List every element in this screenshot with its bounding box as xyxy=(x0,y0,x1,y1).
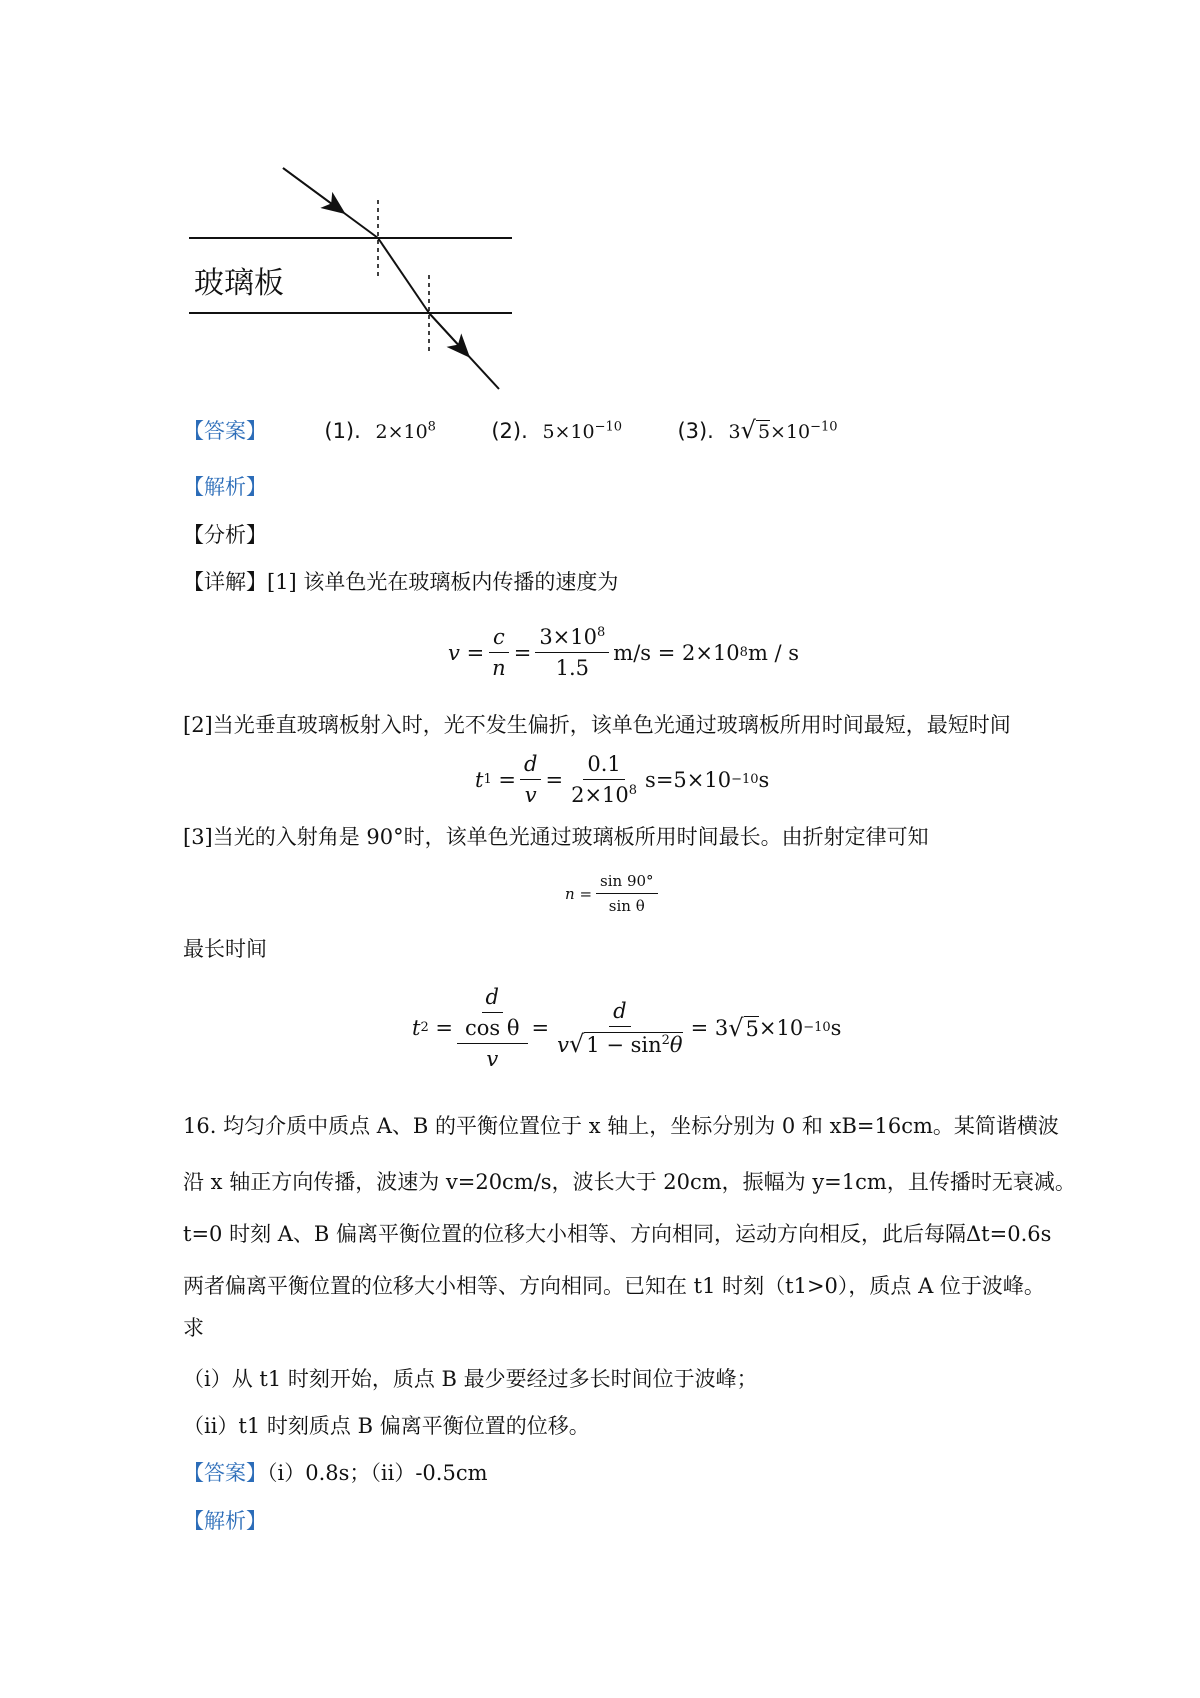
detail-line: 【详解】[1] 该单色光在玻璃板内传播的速度为 xyxy=(183,570,619,594)
analysis-tag-1: 【解析】 xyxy=(183,475,267,499)
analysis-tag-2: 【解析】 xyxy=(183,1509,267,1533)
equation-max-time: t 2 = $\frac{\frac{d}{\text{cos θ}}}{v}$ = $\frac{d}{v√1 - \sin^2\theta}$ = 3 √ 5 ×10 −10 s xyxy=(412,985,842,1071)
q16-line-6: （i）从 t1 时刻开始，质点 B 最少要经过多长时间位于波峰； xyxy=(183,1367,758,1391)
q16-line-2: 沿 x 轴正方向传播，波速为 v=20cm/s，波长大于 20cm，振幅为 y=1cm，且传播时无衰减。 xyxy=(183,1170,1076,1194)
incident-ray-arrow xyxy=(283,168,336,207)
fenxi-tag: 【分析】 xyxy=(183,523,267,547)
q16-line-1: 16. 均匀介质中质点 A、B 的平衡位置位于 x 轴上，坐标分别为 0 和 xB=16cm。某简谐横波 xyxy=(183,1114,1059,1138)
equation-snell: n = $\frac{\sin 90^\circ}{\text{sin θ}}$ xyxy=(565,872,662,915)
glass-plate-label: 玻璃板 xyxy=(194,266,284,301)
equation-min-time: t 1 = $\frac{d}{v}$ = $\frac{0.1}{2\times 10^8}$ s=5×10 −10 s xyxy=(475,752,770,807)
q16-line-4: 两者偏离平衡位置的位移大小相等、方向相同。已知在 t1 时刻（t1>0），质点 A 位于波峰。 xyxy=(183,1274,1045,1298)
paragraph-4: 最长时间 xyxy=(183,937,267,961)
answer-item-3-value: 3√ $5\times 10^{-10}$ xyxy=(728,416,838,444)
paragraph-2: [2]当光垂直玻璃板射入时，光不发生偏折，该单色光通过玻璃板所用时间最短，最短时间 xyxy=(183,713,1011,737)
emergent-ray-arrow xyxy=(429,313,462,349)
q16-line-3: t=0 时刻 A、B 偏离平衡位置的位移大小相等、方向相同，运动方向相反，此后每隔Δt=0.6s xyxy=(183,1222,1052,1246)
q16-line-5: 求 xyxy=(183,1316,204,1340)
answer-item-1-value: $2\times 10^8$ xyxy=(375,419,436,443)
answer-item-2-value: $5\times 10^{-10}$ xyxy=(542,419,623,443)
equation-velocity: v = $\frac{c}{n}$ = $\frac{3\times 10^8}{1.5}$ m/s = 2×10 8 m / s xyxy=(448,625,800,680)
answer-item-3-index: (3). xyxy=(677,419,714,443)
answer-item-1-index: (1). xyxy=(324,419,361,443)
q16-line-7: （ii）t1 时刻质点 B 偏离平衡位置的位移。 xyxy=(183,1414,590,1438)
refracted-ray xyxy=(378,238,429,313)
answer-line-1 xyxy=(183,415,838,447)
answer-item-2-index: (2). xyxy=(491,419,528,443)
answer-line-2: 【答案】（i）0.8s；（ii）-0.5cm xyxy=(183,1461,488,1485)
paragraph-3: [3]当光的入射角是 90°时，该单色光通过玻璃板所用时间最长。由折射定律可知 xyxy=(183,825,929,849)
answer-tag: 【答案】 xyxy=(183,419,267,443)
